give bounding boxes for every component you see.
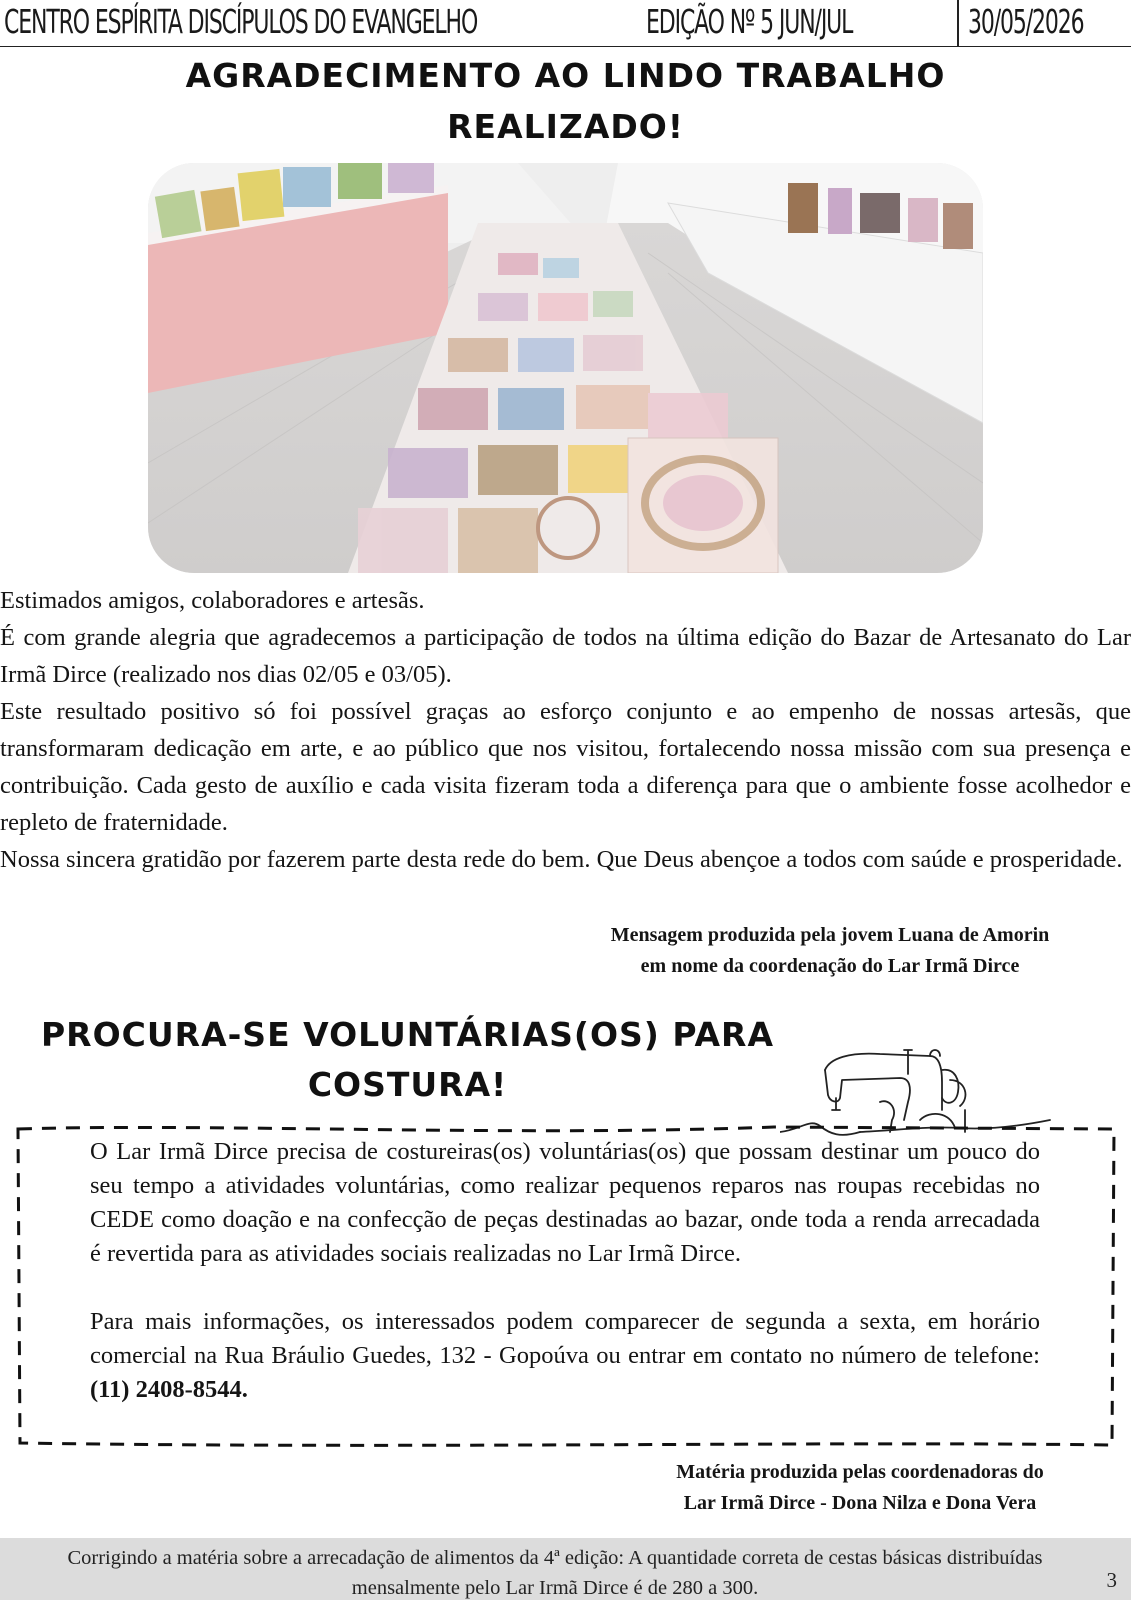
header-divider — [957, 0, 959, 46]
bazaar-photo — [148, 163, 983, 573]
article-body-thanks — [0, 582, 1131, 878]
phone-number: (11) 2408-8544. — [90, 1376, 248, 1403]
title-line-1: AGRADECIMENTO AO LINDO TRABALHO — [185, 56, 946, 95]
correction-text: Corrigindo a matéria sobre a arrecadação de alimentos da 4ª edição: A quantidade correta de cestas básicas distribuídas mensalmente pelo Lar Irmã Dirce é de 280 a 300. — [67, 1547, 1043, 1599]
masthead — [0, 0, 1131, 47]
organization-name: CENTRO ESPÍRITA DISCÍPULOS DO EVANGELHO — [4, 2, 478, 41]
paragraph — [90, 1305, 1040, 1407]
paragraph: Este resultado positivo só foi possível graças ao esforço conjunto e ao empenho de nossas artesãs, que transformaram dedicação em arte, e ao público que nos visitou, fortalecendo nossa missão com sua presença e contribuição. Cada gesto de auxílio e cada visita fizeram toda a diferença para que o ambiente fosse acolhedor e repleto de fraternidade. — [0, 698, 1131, 836]
credit-line-2: em nome da coordenação do Lar Irmã Dirce — [640, 955, 1020, 977]
credit-line-1: Matéria produzida pelas coordenadoras do — [676, 1461, 1044, 1483]
article-credit-thanks — [575, 920, 1085, 982]
title-line-1: PROCURA-SE VOLUNTÁRIAS(OS) PARA — [41, 1015, 774, 1054]
credit-line-2: Lar Irmã Dirce - Dona Nilza e Dona Vera — [683, 1492, 1037, 1514]
paragraph: Estimados amigos, colaboradores e artesãs. — [0, 587, 425, 614]
title-line-2: REALIZADO! — [447, 107, 684, 146]
title-line-2: COSTURA! — [307, 1065, 508, 1104]
issue-date: 30/05/2026 — [968, 2, 1084, 41]
article-title-volunteers — [0, 1010, 815, 1110]
edition-label: EDIÇÃO Nº 5 JUN/JUL — [646, 2, 853, 41]
bazaar-photo-illustration — [148, 163, 983, 573]
correction-footer — [0, 1538, 1131, 1600]
page-number: 3 — [1106, 1568, 1117, 1592]
paragraph-spacer — [90, 1271, 1040, 1305]
paragraph: Nossa sincera gratidão por fazerem parte desta rede do bem. Que Deus abençoe a todos com saúde e prosperidade. — [0, 846, 1123, 873]
article-title-thanks — [0, 50, 1131, 152]
volunteer-info-text — [90, 1135, 1040, 1407]
paragraph: O Lar Irmã Dirce precisa de costureiras(os) voluntárias(os) que possam destinar um pouco do seu tempo a atividades voluntárias, como realizar pequenos reparos nas roupas recebidas no CEDE como doação e na confecção de peças destinadas ao bazar, onde toda a renda arrecadada é revertida para as atividades sociais realizadas no Lar Irmã Dirce. — [90, 1138, 1040, 1267]
credit-line-1: Mensagem produzida pela jovem Luana de Amorin — [610, 924, 1050, 946]
paragraph: É com grande alegria que agradecemos a participação de todos na última edição do Bazar de Artesanato do Lar Irmã Dirce (realizado nos dias 02/05 e 03/05). — [0, 624, 1131, 688]
article-credit-volunteers — [620, 1457, 1100, 1519]
contact-text: Para mais informações, os interessados podem comparecer de segunda a sexta, em horário comercial na Rua Bráulio Guedes, 132 - Gopoúva ou entrar em contato no número de telefone: — [90, 1308, 1040, 1369]
